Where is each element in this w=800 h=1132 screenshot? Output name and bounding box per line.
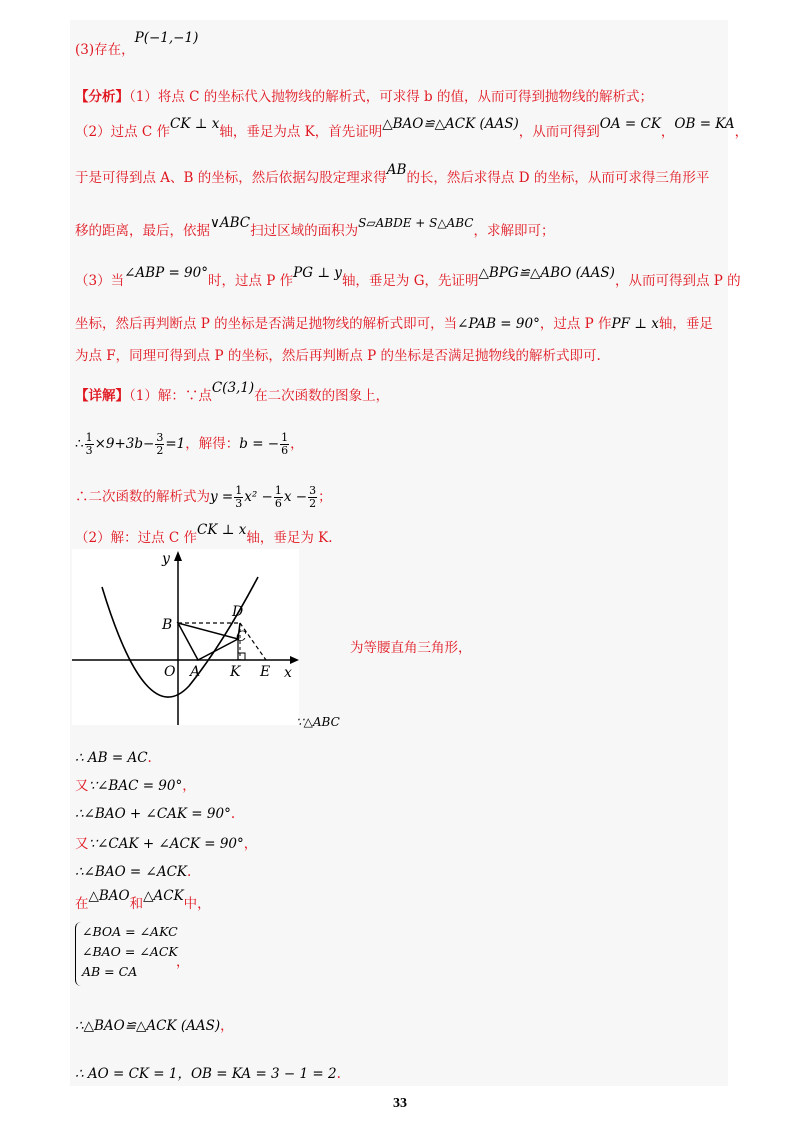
analysis-line-6 xyxy=(75,314,728,334)
math: OA = CK xyxy=(599,116,661,132)
numerator: 1 xyxy=(281,431,289,444)
math: =1 xyxy=(165,436,186,452)
parabola-diagram xyxy=(72,549,299,725)
analysis-line-3 xyxy=(75,162,728,188)
analysis-line-2 xyxy=(75,116,749,142)
math: ∴ xyxy=(75,436,84,452)
step-8 xyxy=(75,1064,728,1084)
step-7 xyxy=(75,1016,728,1036)
step-6 xyxy=(75,888,728,914)
math: AB xyxy=(386,162,407,178)
numerator: 1 xyxy=(85,431,93,444)
detail-text: 和 xyxy=(129,896,144,912)
answer-point: P(−1,−1) xyxy=(134,30,199,46)
analysis-text: 于是可得到点 A、B 的坐标，然后依据勾股定理求得 xyxy=(75,170,387,186)
analysis-text: ， xyxy=(734,124,749,140)
x-axis-arrow xyxy=(290,656,299,664)
analysis-line-1 xyxy=(75,87,728,107)
analysis-text: 坐标，然后再判断点 P 的坐标是否满足抛物线的解析式即可，当 xyxy=(75,316,458,332)
analysis-tag: 【分析】 xyxy=(75,89,129,105)
label-a: A xyxy=(190,664,201,680)
detail-text: （1）解：∵点 xyxy=(129,388,212,404)
right-angle-mark xyxy=(238,653,245,660)
analysis-text: 时，过点 P 作 xyxy=(207,273,294,289)
math: x² − xyxy=(244,489,273,505)
page-number: 33 xyxy=(393,1096,407,1111)
analysis-text: （3）当 xyxy=(75,273,125,289)
analysis-line-7 xyxy=(75,346,728,366)
analysis-line-5 xyxy=(75,265,741,291)
numerator: 1 xyxy=(274,484,282,497)
math: ∨ABC xyxy=(210,215,251,231)
math: C(3,1) xyxy=(211,380,255,396)
punct: . xyxy=(230,806,236,822)
analysis-text: 为点 F，同理可得到点 P 的坐标，然后再判断点 P 的坐标是否满足抛物线的解析式即可. xyxy=(75,348,601,364)
punct: ， xyxy=(243,836,258,852)
analysis-text: 移的距离，最后，依据 xyxy=(75,223,210,239)
step-4 xyxy=(75,834,728,854)
numerator: 1 xyxy=(235,484,243,497)
math: △BAO≌△ACK (AAS) xyxy=(382,116,519,132)
math: x − xyxy=(283,489,308,505)
math: CK ⊥ x xyxy=(197,522,247,538)
fraction xyxy=(234,485,243,510)
analysis-text: （1）将点 C 的坐标代入抛物线的解析式，可求得 b 的值，从而可得到抛物线的解析式； xyxy=(129,89,653,105)
label-x: x xyxy=(284,665,292,681)
label-k: K xyxy=(230,664,241,680)
detail-line-4 xyxy=(75,522,728,548)
system-line: ∠BAO = ∠ACK xyxy=(82,944,178,959)
step-1 xyxy=(75,748,728,768)
math: ∴△BAO≌△ACK (AAS) xyxy=(75,1018,221,1034)
analysis-text: ，求解即可； xyxy=(473,223,555,239)
analysis-text: ， xyxy=(660,124,675,140)
analysis-text: 的长，然后求得点 D 的坐标，从而可求得三角形平 xyxy=(406,170,710,186)
label-o: O xyxy=(164,664,176,680)
numerator: 3 xyxy=(156,431,164,444)
fraction xyxy=(274,485,283,510)
math: △BAO xyxy=(88,888,130,904)
fraction xyxy=(155,432,164,457)
math: S▱ABDE + S△ABC xyxy=(358,216,474,230)
analysis-text: ，从而可得到 xyxy=(518,124,600,140)
step-2 xyxy=(75,776,728,796)
step-5 xyxy=(75,862,728,882)
label-e: E xyxy=(260,664,271,680)
detail-line-2 xyxy=(75,432,728,457)
detail-text: ， xyxy=(290,436,304,452)
denominator: 3 xyxy=(85,444,93,457)
math: PF ⊥ x xyxy=(611,316,659,332)
denominator: 3 xyxy=(235,497,243,510)
punct: . xyxy=(187,864,192,880)
label-b: B xyxy=(162,617,173,633)
math: ∵△ABC xyxy=(296,715,340,729)
congruence-system xyxy=(75,922,178,986)
numerator: 3 xyxy=(309,484,317,497)
detail-text: 轴，垂足为 K. xyxy=(246,530,333,546)
detail-line-3 xyxy=(75,485,728,510)
math: ∵∠CAK + ∠ACK = 90° xyxy=(88,836,244,852)
analysis-text: 轴，垂足 xyxy=(658,316,713,332)
parabola-figure xyxy=(72,549,299,725)
math: y = xyxy=(210,489,234,505)
system-punct: ， xyxy=(176,954,190,970)
analysis-text: 轴，垂足为点 K，首先证明 xyxy=(219,124,383,140)
math: ∴ AO = CK = 1，OB = KA = 3 − 1 = 2 xyxy=(75,1066,337,1082)
label-c: C xyxy=(236,629,247,645)
analysis-text: 扫过区域的面积为 xyxy=(250,223,359,239)
math: ∵∠BAC = 90° xyxy=(88,778,183,794)
math: b = − xyxy=(239,436,280,452)
analysis-text: 轴，垂足为 G，先证明 xyxy=(341,273,479,289)
math: PG ⊥ y xyxy=(293,265,342,281)
detail-text: 又 xyxy=(75,778,89,794)
detail-text: 在 xyxy=(75,896,89,912)
denominator: 2 xyxy=(156,444,164,457)
punct: . xyxy=(147,750,152,766)
fraction xyxy=(85,432,94,457)
math: OB = KA xyxy=(674,116,735,132)
math: ∴∠BAO = ∠ACK xyxy=(75,864,188,880)
denominator: 6 xyxy=(274,497,282,510)
answer-part3 xyxy=(75,30,728,60)
denominator: 2 xyxy=(309,497,317,510)
analysis-line-4 xyxy=(75,215,728,241)
detail-text: ∴二次函数的解析式为 xyxy=(75,489,210,505)
detail-tag: 【详解】 xyxy=(75,388,129,404)
label-y: y xyxy=(162,551,170,567)
analysis-text: ，过点 P 作 xyxy=(539,316,612,332)
detail-text: ； xyxy=(318,489,332,505)
analysis-text: ，从而可得到点 P 的 xyxy=(614,273,741,289)
answer-text: (3)存在， xyxy=(75,42,135,58)
math: △BPG≌△ABO (AAS) xyxy=(478,265,615,281)
system-line: ∠BOA = ∠AKC xyxy=(82,924,178,939)
detail-text: 又 xyxy=(75,836,89,852)
detail-text: ，解得： xyxy=(185,436,240,452)
math: ∠ABP = 90° xyxy=(124,265,208,281)
math: ∴∠BAO + ∠CAK = 90° xyxy=(75,806,231,822)
denominator: 6 xyxy=(281,444,289,457)
math: ×9+3b− xyxy=(94,436,155,452)
punct: ， xyxy=(220,1018,234,1034)
math: ∠PAB = 90° xyxy=(457,316,540,332)
fraction xyxy=(308,485,317,510)
step-3 xyxy=(75,804,728,824)
math: ∴ AB = AC xyxy=(75,750,148,766)
system-line: AB = CA xyxy=(82,964,138,979)
fraction xyxy=(280,432,289,457)
math: △ACK xyxy=(143,888,184,904)
detail-text: 中， xyxy=(183,896,211,912)
detail-text: 在二次函数的图象上， xyxy=(254,388,390,404)
detail-line-1 xyxy=(75,380,728,406)
y-axis-arrow xyxy=(174,551,182,561)
math: CK ⊥ x xyxy=(170,116,220,132)
isosceles-text: 为等腰直角三角形， xyxy=(350,640,472,656)
detail-text: （2）解：过点 C 作 xyxy=(75,530,198,546)
label-d: D xyxy=(232,604,244,620)
punct: ， xyxy=(182,778,196,794)
since-abc xyxy=(296,712,728,732)
punct: . xyxy=(336,1066,341,1082)
analysis-text: （2）过点 C 作 xyxy=(75,124,171,140)
